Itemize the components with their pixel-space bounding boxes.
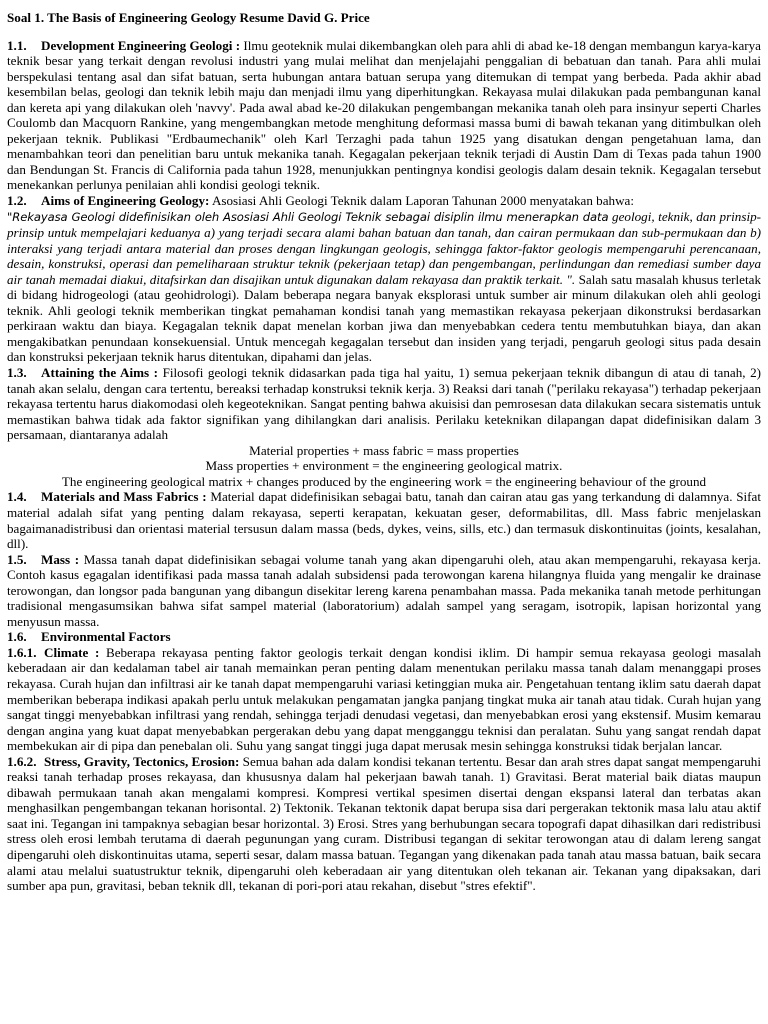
- section-1-3: [7, 365, 761, 443]
- document-title: Soal 1. The Basis of Engineering Geology Resume David G. Price: [7, 10, 370, 25]
- section-heading: Environmental Factors: [41, 629, 171, 645]
- section-body: Semua bahan ada dalam kondisi tekanan tertentu. Besar dan arah stres dapat sangat mempengaruhi reaksi tanah terhadap proses rekayasa, dan khususnya dalam hal pekerjaan bawah tanah. 1) Gravitasi. Berat material baik diatas maupun dibawah permukaan tanah akan mengalami kompresi. Kompresi vertikal spesimen disertai dengan ekspansi lateral dan terbatas akan menghasilkan pengembangan tekanan horisontal. 2) Tektonik. Tekanan tektonik dapat berupa sisa dari pergerakan tektonik masa lalu atau aktif saat ini. Tegangan ini tampaknya sebagian besar horizontal. 3) Erosi. Stres yang berhubungan secara topografi dapat dihasilkan dari redistribusi stress oleh erosi lembah terutama di daerah pegunungan yang curam. Distribusi tegangan di sekitar terowongan atau di dalam lereng sangat dipengaruhi oleh diskontinuitas utama, seperti sesar, dalam massa batuan. Tegangan yang dikenakan pada tanah atau massa batuan, baik secara alami atau melalui suatustruktur teknik, dipengaruhi oleh keberadaan air yang ditentukan oleh tekanan air. Tekanan yang dipaksakan, dari sumber apa pun, gravitasi, beban teknik dll, tekanan di pori-pori atau rekahan, disebut "stres efektif".: [7, 753, 761, 894]
- section-body: Ilmu geoteknik mulai dikembangkan oleh para ahli di abad ke-18 dengan membangun karya-karya teknik besar yang terkait dengan revolusi industri yang mulai melihat dan menjelajahi penggalian di bebatuan dan tanah. Para ahli mulai berspekulasi tentang asal dan sifat batuan, serta hubungan antara batuan serupa yang ditemukan di tempat yang berbeda. Pada akhir abad kesembilan belas, geologi dan teknik lebih maju dan menjadi ilmu yang diperhitungkan. Rekayasa mulai dilakukan pada pembangunan kanal dan kereta api yang dilakukan oleh 'navvy'. Pada awal abad ke-20 dilakukan pengembangan mekanika tanah oleh para insinyur seperti Charles Coulomb dan Macquorn Rankine, yang mengembangkan metode menghitung deformasi massa bumi di bawah tekanan yang ditimbulkan oleh pekerjaan teknik. Publikasi "Erdbaumechanik" oleh Karl Terzaghi pada tahun 1925 yang disatukan dengan pengetahuan lama, dan menambahkan teori dan penelitian baru untuk mekanika tanah. Kegagalan pekerjaan teknik terjadi di Austin Dam di Texas pada tahun 1900 dan Bendungan St. Francis di California pada tahun 1928, menunjukkan pentingnya kondisi geologis dalam desain teknik. Kegagalan tersebut menekankan perlunya penilaian ahli kondisi geologi teknik.: [7, 37, 761, 193]
- section-1-2: [7, 193, 761, 209]
- section-1-4: [7, 489, 761, 551]
- section-number: 1.6.2.: [7, 753, 37, 769]
- section-1-5: [7, 552, 761, 630]
- section-heading: Development Engineering Geologi :: [41, 37, 241, 53]
- quote-italic: geologi, teknik, dan prinsip-prinsip untuk mempelajari keduanya a) yang terjadi secara alami bahan batuan dan tanah, dan cairan permukaan dan sub-permukaan dan b) interaksi yang terjadi antara material dan proses dengan lingkungan geologis, sehingga faktor-faktor geologis mempengaruhi perencanaan, desain, konstruksi, operasi dan pemeliharaan struktur teknik (pekerjaan tetap) dan pengembangan, perlindungan dan remediasi sumber daya air tanah memadai diakui, ditafsirkan dan disajikan untuk digunakan dalam rekayasa dan praktik terkait. ".: [7, 208, 761, 287]
- equation-2: Mass properties + environment = the engineering geological matrix.: [205, 458, 563, 474]
- section-body: Material dapat didefinisikan sebagai batu, tanah dan cairan atau gas yang terkandung di dalamnya. Sifat material adalah sifat yang penting dalam rekayasa, seperti kerapatan, kekuatan geser, deformabilitas, dll. Mass fabric menjelaskan bagaimanadistribusi dan orientasi material tersusun dalam massa (beds, dykes, veins, sills, etc.) dan termasuk diskontinuitas (joints, kesalahan, dll).: [7, 489, 761, 552]
- section-heading: Mass :: [41, 551, 80, 567]
- section-body: Filosofi geologi teknik didasarkan pada tiga hal yaitu, 1) semua pekerjaan teknik dibangun di atau di tanah, 2) tanah akan selalu, dengan cara tertentu, bereaksi terhadap konstruksi teknik kerja. 3) Reaksi dari tanah ("perilaku rekayasa") terhadap pekerjaan rekayasa tertentu harus diakomodasi oleh kegeoteknikan. Sangat penting bahwa akuisisi dan pemrosesan data dilakukan secara sistematis untuk memastikan bahwa tidak ada faktor signifikan yang dihilangkan dari analisis. Perilaku keteknikan dilapangan dapat didefinisikan dalam 3 persamaan, diantaranya adalah: [7, 365, 761, 443]
- section-number: 1.3.: [7, 365, 27, 381]
- section-heading: Attaining the Aims :: [41, 365, 159, 381]
- section-1-6-2: [7, 754, 761, 894]
- section-heading: Stress, Gravity, Tectonics, Erosion:: [44, 753, 240, 769]
- section-number: 1.6.: [7, 629, 27, 645]
- section-number: 1.1.: [7, 37, 27, 53]
- section-heading: Climate :: [44, 644, 100, 660]
- section-number: 1.4.: [7, 489, 27, 505]
- section-heading: Aims of Engineering Geology:: [41, 193, 210, 209]
- section-1-6: [7, 629, 761, 645]
- section-body: Beberapa rekayasa penting faktor geologis terkait dengan kondisi iklim. Di hampir semua rekayasa geologi masalah keberadaan air dan kedalaman tabel air tanah memainkan peran penting dalam menentukan perilaku massa tanah dalam menanggapi proses rekayasa. Curah hujan dan infiltrasi air ke tanah dapat mempengaruhi variasi ketinggian muka air. Pengetahuan tentang iklim satu daerah dapat memberikan beberapa indikasi apakah perlu untuk melakukan pengamatan jangka panjang tingkat muka air tanah atau tidak. Curah hujan yang sangat tinggi menyebabkan infiltrasi yang rendah, sehingga terjadi denudasi vegetasi, dan menyebabkan erosi yang ekstensif. Musim kemarau dengan angina yang kuat dapat menyebabkan pergerakan debu yang dapat mengganggu teknisi dan peralatan. Suhu yang sangat rendah dapat membekukan air di pipa dan penebalan oli. Suhu yang sangat tinggi juga dapat merusak mesin sehingga konstruksi tidak berjalan lancar.: [7, 644, 762, 754]
- equation-1: Material properties + mass fabric = mass properties: [249, 442, 519, 458]
- section-body: Massa tanah dapat didefinisikan sebagai volume tanah yang akan dipengaruhi oleh, atau akan mempengaruhi, rekayasa kerja. Contoh kasus egagalan identifikasi pada massa tanah adalah subsidensi pada terowongan karena hilangnya fluida yang mengalir ke drainase terowongan, dan longsor pada bangunan yang dibangun disekitar lereng karena penambahan massa. Pada mekanika tanah metode perhitungan tradisional mengasumsikan bahwa sifat sampel material (laboratorium) adalah sampel yang seragam, isotropik, lapisan horizontal yang menyusun massa.: [7, 551, 761, 629]
- section-heading: Materials and Mass Fabrics :: [41, 489, 207, 505]
- section-body: Asosiasi Ahli Geologi Teknik dalam Laporan Tahunan 2000 menyatakan bahwa:: [209, 193, 634, 209]
- section-1-1: [7, 38, 761, 193]
- section-1-2-quote: [7, 209, 761, 365]
- section-1-6-1: [7, 645, 761, 754]
- section-number: 1.6.1.: [7, 644, 37, 660]
- section-number: 1.2.: [7, 193, 27, 209]
- section-number: 1.5.: [7, 551, 27, 567]
- section-body-continued: Salah satu masalah khusus terletak di bidang hidrogeologi (atau geohidrologi). Dalam beberapa negara banyak eksplorasi untuk sumber air minum dilakukan oleh ahli geologi teknik. Ahli geologi teknik memberikan tingkat pemahaman kondisi tanah yang memastikan rekayasa pekerjaan dikonstruksi berdasarkan perkiraan waktu dan biaya. Kegagalan teknik dapat menelan korban jiwa dan menyebabkan cedera tentu membutuhkan biaya, dan akan mengakibatkan penundaan konsekuensial. Untuk mencegah kegagalan tersebut dan insiden yang terjadi, pengaruh geologi situs pada desain dan konstruksi pekerjaan teknik harus ditentukan, dipahami dan jelas.: [7, 271, 761, 365]
- quote-handwritten-style: "Rekayasa Geologi didefinisikan oleh Asosiasi Ahli Geologi Teknik sebagai disiplin ilmu menerapkan data: [7, 209, 609, 224]
- equation-3: The engineering geological matrix + changes produced by the engineering work = the engineering behaviour of the ground: [61, 473, 707, 489]
